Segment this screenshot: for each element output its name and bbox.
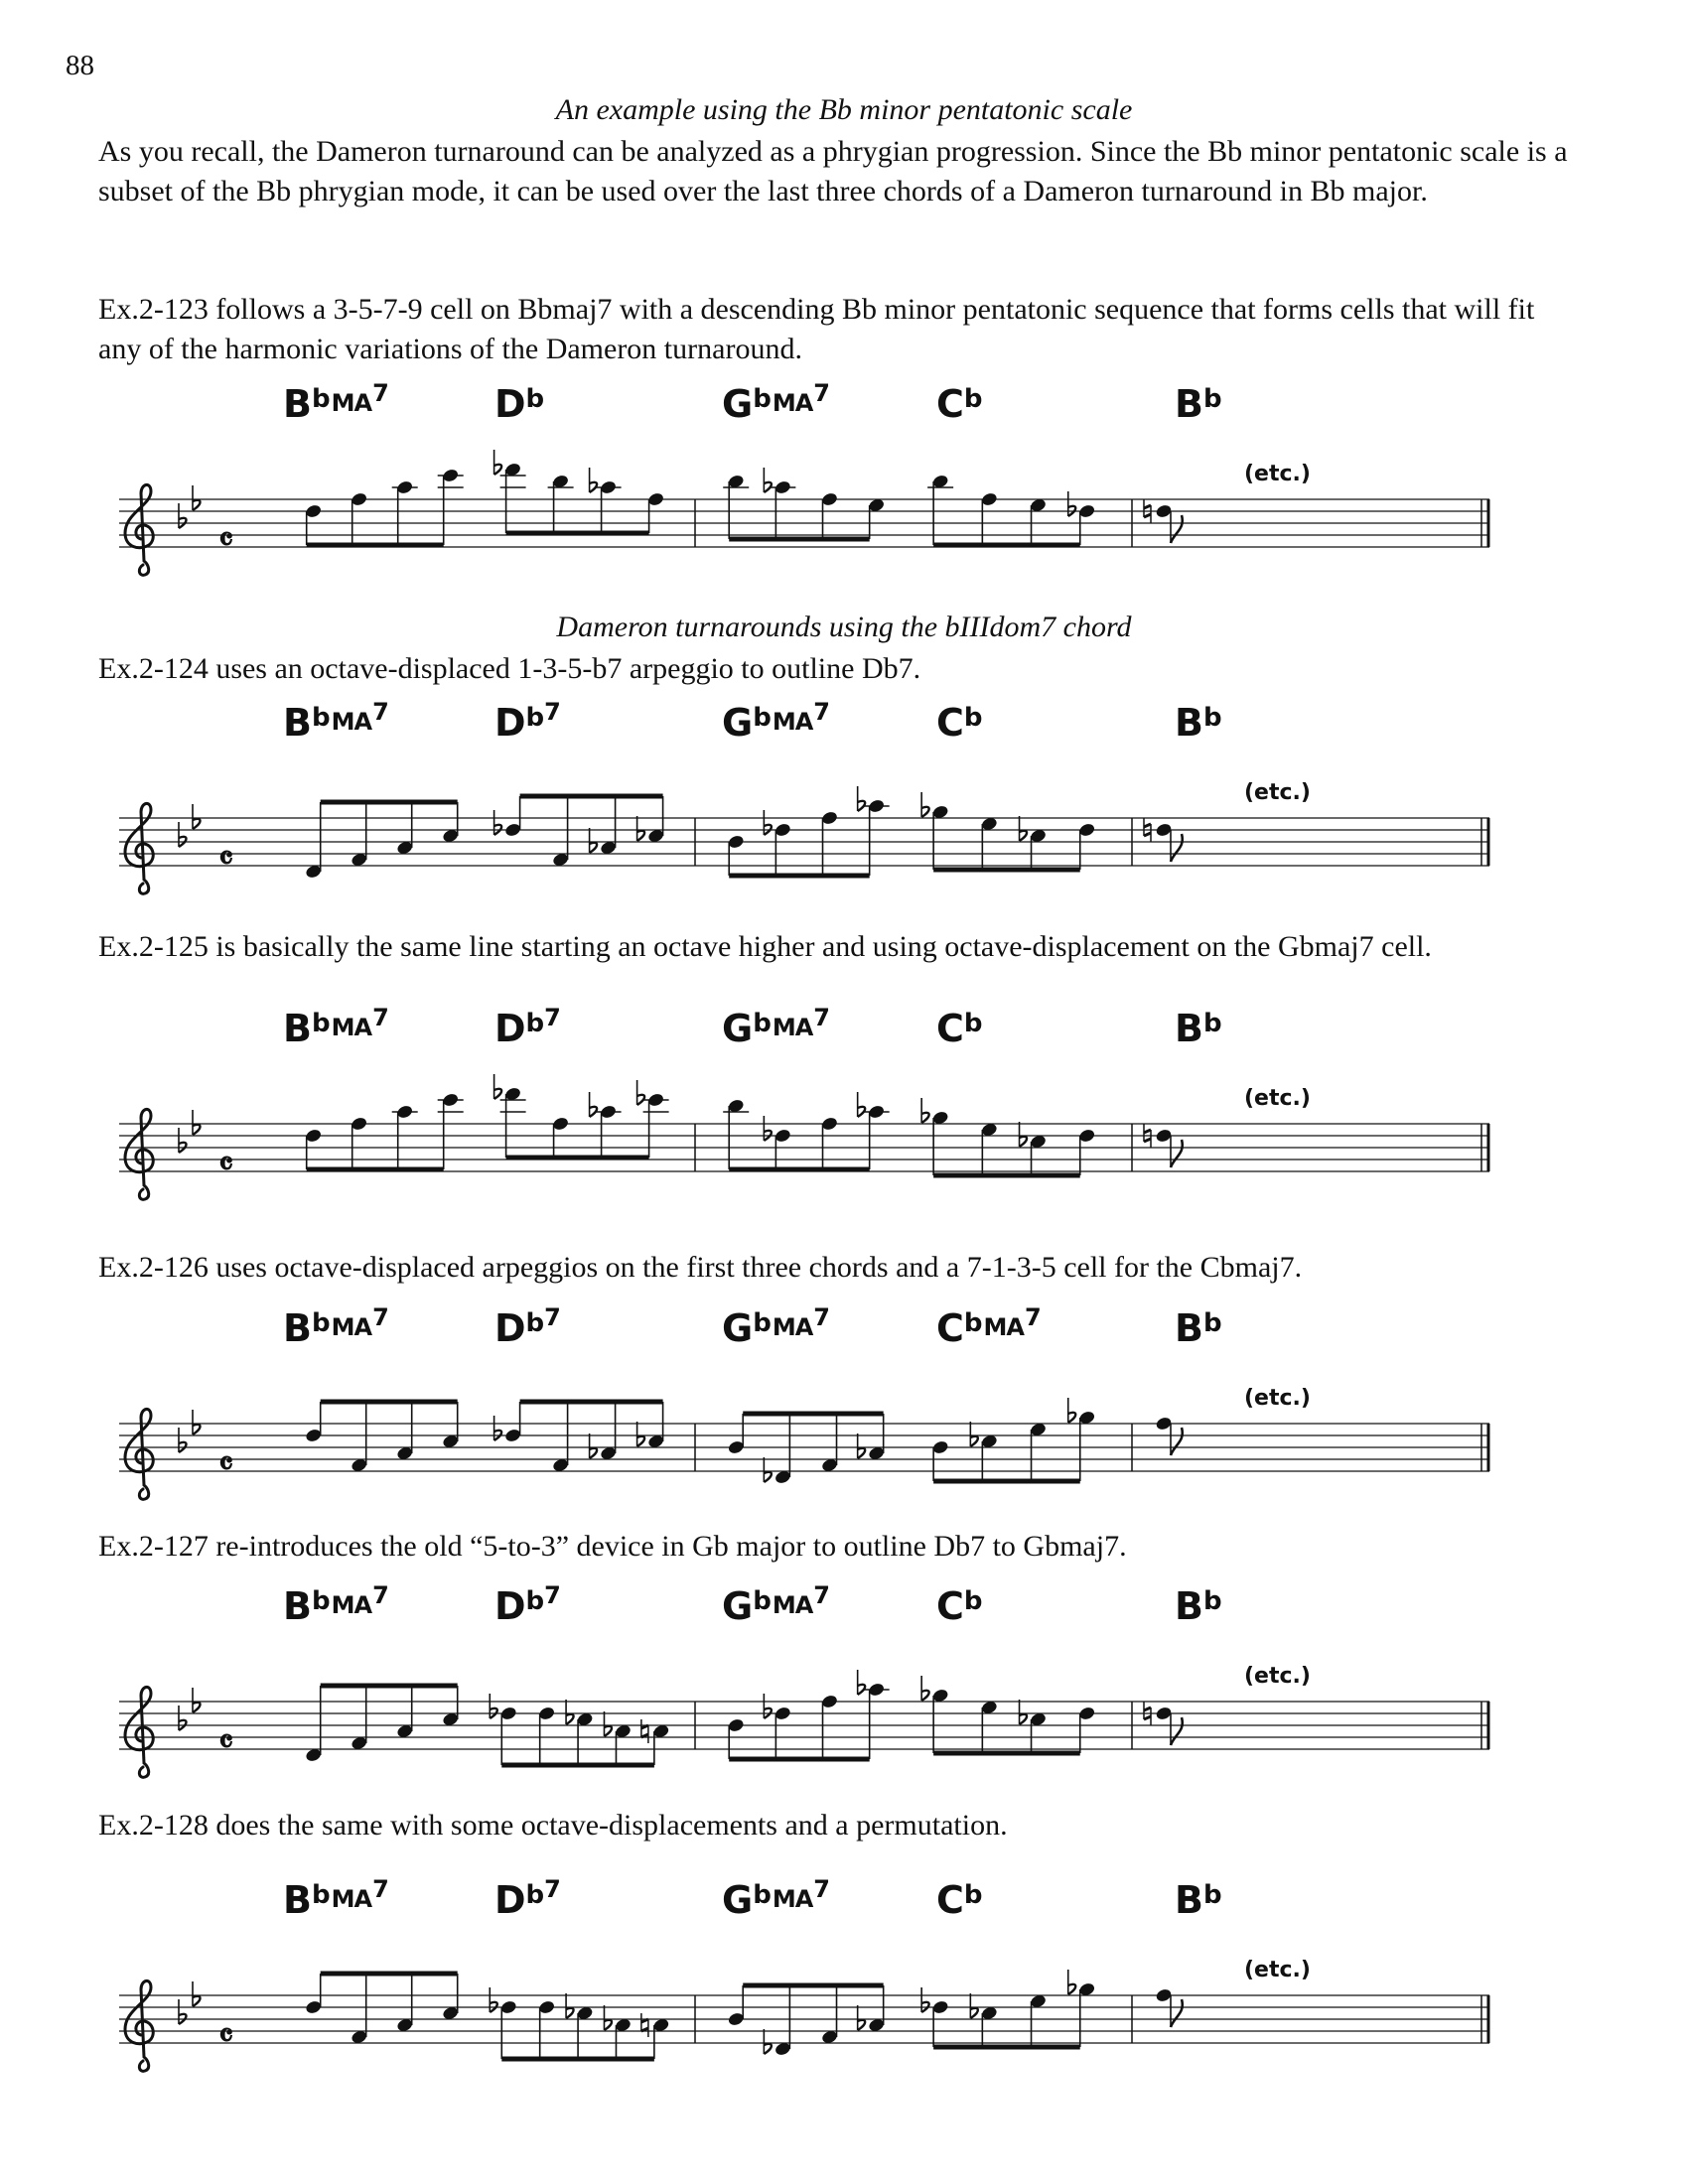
flat-accidental-icon (970, 1422, 978, 1446)
chord-symbol (494, 1875, 560, 1922)
music-staff (119, 499, 1489, 560)
chord-accidental: b (525, 1586, 544, 1616)
chord-symbol (1175, 1584, 1221, 1628)
chord-symbol (722, 1303, 829, 1350)
measure (727, 786, 1096, 876)
flat-accidental-icon (604, 1711, 612, 1736)
flat-accidental-icon (179, 503, 187, 528)
note (641, 2013, 670, 2037)
note (590, 468, 622, 495)
chord-root: D (494, 382, 525, 426)
measure (723, 468, 1096, 545)
chord-quality: MA (772, 1591, 813, 1619)
measure (305, 1074, 669, 1169)
chord-accidental: b (311, 1009, 330, 1038)
chord-extension: 7 (813, 1004, 829, 1031)
note (438, 1092, 464, 1112)
chord-symbol (1175, 701, 1221, 745)
flat-accidental-icon (490, 1987, 497, 2012)
flat-accidental-icon (490, 1694, 497, 1718)
flat-accidental-icon (193, 1110, 201, 1135)
chord-extension: 7 (813, 1875, 829, 1903)
chord-root: G (722, 1584, 753, 1628)
flat-accidental-icon (1020, 1700, 1028, 1724)
note (438, 468, 464, 487)
chord-root: D (494, 701, 525, 745)
chord-quality: MA (772, 708, 813, 736)
note (723, 1098, 749, 1114)
flat-accidental-icon (566, 1993, 574, 2018)
treble-clef-icon (125, 1409, 153, 1499)
flat-accidental-icon (637, 1080, 645, 1105)
chord-extension: 7 (372, 1875, 388, 1903)
natural-accidental-icon (641, 1719, 648, 1743)
chord-symbol (936, 1007, 982, 1050)
flat-accidental-icon (921, 1098, 929, 1123)
chord-accidental: b (1202, 384, 1221, 414)
key-signature (179, 1981, 201, 2024)
chord-extension: 7 (544, 1875, 560, 1903)
common-time-icon: 𝄴 (218, 520, 234, 560)
flat-accidental-icon (193, 1981, 201, 2006)
measure (1144, 818, 1183, 862)
flat-accidental-icon (637, 816, 645, 841)
flat-accidental-icon (179, 822, 187, 847)
note (641, 1719, 670, 1743)
flat-accidental-icon (764, 468, 772, 492)
chord-accidental: b (1202, 1308, 1221, 1338)
treble-clef-icon (125, 484, 153, 575)
chord-extension: 7 (813, 698, 829, 726)
chord-symbol (494, 1303, 560, 1350)
chord-quality: MA (331, 1014, 372, 1041)
page-number: 88 (66, 50, 94, 81)
etc-label: (etc.) (1244, 1086, 1311, 1111)
flat-accidental-icon (1020, 1122, 1028, 1147)
chord-quality: MA (331, 1313, 372, 1341)
chord-symbol (722, 1004, 829, 1050)
note (548, 474, 574, 489)
chord-extension: 7 (372, 1303, 388, 1331)
note (392, 1104, 418, 1120)
flat-accidental-icon (604, 2005, 612, 2030)
chord-symbol (283, 1004, 388, 1050)
note (764, 810, 791, 838)
chord-symbol (1175, 1306, 1221, 1350)
chord-root: B (1175, 1878, 1202, 1922)
chord-accidental: b (963, 1880, 982, 1910)
flat-accidental-icon (858, 2005, 866, 2030)
chord-extension: 7 (813, 379, 829, 407)
common-time-icon: 𝄴 (218, 839, 234, 879)
chord-root: G (722, 1306, 753, 1350)
note (494, 1074, 526, 1112)
chord-accidental: b (525, 384, 544, 414)
chord-symbol (722, 379, 829, 426)
chord-root: B (283, 1584, 311, 1628)
key-signature (179, 1410, 201, 1452)
note (637, 1080, 669, 1112)
note (392, 479, 418, 495)
chord-accidental: b (753, 1308, 771, 1338)
chord-root: G (722, 1878, 753, 1922)
flat-accidental-icon (764, 1457, 772, 1482)
key-signature (179, 1110, 201, 1153)
chord-accidental: b (525, 1009, 544, 1038)
note (921, 1987, 949, 2015)
measure (305, 450, 665, 545)
note (858, 1670, 890, 1698)
chord-accidental: b (1202, 703, 1221, 733)
treble-clef-icon (125, 803, 153, 893)
chord-extension: 7 (372, 379, 388, 407)
flat-accidental-icon (179, 1706, 187, 1730)
note (858, 786, 890, 814)
chord-root: C (936, 701, 963, 745)
treble-clef-icon (125, 1687, 153, 1777)
flat-accidental-icon (494, 810, 502, 835)
music-staff (119, 1124, 1489, 1184)
chord-root: B (1175, 382, 1202, 426)
chord-root: B (1175, 701, 1202, 745)
chord-root: B (1175, 1007, 1202, 1050)
flat-accidental-icon (494, 1416, 502, 1440)
chord-accidental: b (1202, 1880, 1221, 1910)
chord-symbol (1175, 382, 1221, 426)
measure (727, 1670, 1096, 1759)
chord-symbol (494, 698, 560, 745)
chord-accidental: b (753, 703, 771, 733)
chord-root: B (1175, 1306, 1202, 1350)
chord-accidental: b (311, 1880, 330, 1910)
note (1068, 491, 1096, 519)
measure (305, 796, 665, 880)
note (494, 1416, 522, 1443)
flat-accidental-icon (764, 1116, 772, 1141)
flat-accidental-icon (1068, 491, 1076, 516)
chord-symbol (283, 698, 388, 745)
note (1144, 499, 1183, 543)
chord-symbol (1175, 1007, 1221, 1050)
chord-accidental: b (1202, 1009, 1221, 1038)
treble-clef-icon (125, 1109, 153, 1199)
chord-quality: MA (772, 389, 813, 417)
common-time-icon: 𝄴 (218, 1722, 234, 1762)
chord-symbol (936, 382, 982, 426)
measure (727, 1398, 1096, 1485)
chord-root: G (722, 382, 753, 426)
chord-root: G (722, 701, 753, 745)
flat-accidental-icon (179, 1128, 187, 1153)
chord-root: C (936, 1584, 963, 1628)
chord-accidental: b (311, 384, 330, 414)
chord-symbol (722, 1581, 829, 1628)
flat-accidental-icon (1068, 1970, 1076, 1994)
chord-accidental: b (1202, 1586, 1221, 1616)
paragraph-ex-2-127: Ex.2-127 re-introduces the old “5-to-3” device in Gb major to outline Db7 to Gbmaj7. (98, 1530, 1127, 1563)
note (921, 792, 949, 820)
flat-accidental-icon (590, 1433, 598, 1458)
flat-accidental-icon (1020, 816, 1028, 841)
chord-extension: 7 (544, 1581, 560, 1609)
chord-symbol (936, 1878, 982, 1922)
flat-accidental-icon (566, 1700, 574, 1724)
note (764, 1116, 791, 1144)
note (921, 1676, 949, 1704)
note (494, 810, 522, 838)
measure (1144, 1124, 1183, 1167)
note (927, 474, 953, 489)
chord-accidental: b (311, 1586, 330, 1616)
note (1144, 1702, 1183, 1745)
flat-accidental-icon (858, 1670, 866, 1695)
chord-accidental: b (963, 1586, 982, 1616)
paragraph-ex-2-126: Ex.2-126 uses octave-displaced arpeggios on the first three chords and a 7-1-3-5 cell for the Cbmaj7. (98, 1251, 1303, 1284)
flat-accidental-icon (193, 1410, 201, 1434)
chord-extension: 7 (544, 1004, 560, 1031)
chord-extension: 7 (372, 1004, 388, 1031)
section-caption-pentatonic: An example using the Bb minor pentatonic scale (555, 93, 1133, 126)
chord-accidental: b (753, 1009, 771, 1038)
chord-root: B (283, 701, 311, 745)
chord-root: G (722, 1007, 753, 1050)
chord-quality: MA (331, 1591, 372, 1619)
chord-accidental: b (963, 703, 982, 733)
chord-root: D (494, 1306, 525, 1350)
measure (1144, 1702, 1183, 1745)
flat-accidental-icon (179, 1428, 187, 1452)
chord-extension: 7 (372, 698, 388, 726)
flat-accidental-icon (764, 810, 772, 835)
note (764, 1694, 791, 1721)
chord-quality: MA (772, 1313, 813, 1341)
chord-quality: MA (331, 1885, 372, 1913)
flat-accidental-icon (764, 2029, 772, 2054)
chord-symbol (936, 1584, 982, 1628)
chord-symbol (283, 379, 388, 426)
note (858, 1092, 890, 1120)
chord-symbol (722, 698, 829, 745)
chord-accidental: b (525, 1308, 544, 1338)
note (490, 1987, 517, 2015)
chord-accidental: b (753, 1880, 771, 1910)
note (590, 1092, 622, 1120)
chord-root: C (936, 1306, 963, 1350)
chord-accidental: b (525, 1880, 544, 1910)
chord-quality: MA (331, 708, 372, 736)
paragraph-ex-2-125: Ex.2-125 is basically the same line starting an octave higher and using octave-displacement on the Gbmaj7 cell. (98, 930, 1432, 963)
paragraph-ex-2-128: Ex.2-128 does the same with some octave-displacements and a permutation. (98, 1809, 1008, 1842)
measure (305, 1974, 670, 2059)
note (494, 450, 526, 487)
etc-label: (etc.) (1244, 780, 1311, 805)
flat-accidental-icon (193, 1688, 201, 1712)
chord-symbol (936, 701, 982, 745)
chord-root: B (1175, 1584, 1202, 1628)
flat-accidental-icon (494, 450, 502, 475)
chord-accidental: b (311, 1308, 330, 1338)
chord-root: B (283, 1306, 311, 1350)
section-caption-biiidom7: Dameron turnarounds using the bIIIdom7 chord (556, 611, 1132, 643)
flat-accidental-icon (970, 1993, 978, 2018)
chord-symbol (283, 1875, 388, 1922)
note (1068, 1398, 1096, 1426)
music-staff (119, 1424, 1489, 1484)
chord-extension: 7 (813, 1581, 829, 1609)
chord-root: D (494, 1584, 525, 1628)
chord-root: B (283, 1007, 311, 1050)
chord-symbol (494, 1581, 560, 1628)
common-time-icon: 𝄴 (218, 1145, 234, 1184)
etc-label: (etc.) (1244, 462, 1311, 486)
chord-accidental: b (963, 1009, 982, 1038)
flat-accidental-icon (637, 1422, 645, 1446)
chord-extension: 7 (544, 1303, 560, 1331)
chord-symbol (283, 1303, 388, 1350)
common-time-icon: 𝄴 (218, 2016, 234, 2056)
key-signature (179, 1688, 201, 1730)
chord-extension: 7 (1024, 1303, 1041, 1331)
paragraph-ex-2-124: Ex.2-124 uses an octave-displaced 1-3-5-b7 arpeggio to outline Db7. (98, 652, 921, 685)
chord-extension: 7 (813, 1303, 829, 1331)
chord-extension: 7 (372, 1581, 388, 1609)
note (764, 468, 795, 495)
flat-accidental-icon (590, 828, 598, 853)
note (723, 474, 749, 489)
flat-accidental-icon (494, 1074, 502, 1099)
chord-root: B (283, 382, 311, 426)
flat-accidental-icon (858, 786, 866, 811)
flat-accidental-icon (193, 485, 201, 510)
chord-quality: MA (983, 1313, 1024, 1341)
flat-accidental-icon (764, 1694, 772, 1718)
note (1144, 1124, 1183, 1167)
music-staff (119, 1702, 1489, 1762)
chord-quality: MA (772, 1885, 813, 1913)
paragraph-intro: As you recall, the Dameron turnaround can be analyzed as a phrygian progression. Since the Bb minor pentatonic scale is a subset of the Bb phrygian mode, it can be used over the last three chords of a Dameron turnaround in Bb major. (98, 135, 1568, 207)
treble-clef-icon (125, 1980, 153, 2071)
measure (727, 1970, 1096, 2057)
flat-accidental-icon (179, 1999, 187, 2024)
chord-symbol (283, 1581, 388, 1628)
etc-label: (etc.) (1244, 1664, 1311, 1689)
etc-label: (etc.) (1244, 1958, 1311, 1982)
chord-symbol (722, 1875, 829, 1922)
music-staff (119, 818, 1489, 879)
note (1068, 1970, 1096, 1997)
flat-accidental-icon (921, 1676, 929, 1701)
paragraph-ex-2-123: Ex.2-123 follows a 3-5-7-9 cell on Bbmaj7 with a descending Bb minor pentatonic sequence that forms cells that will fit any of the harmonic variations of the Dameron turnaround. (98, 293, 1535, 365)
key-signature (179, 804, 201, 847)
chord-symbol (494, 382, 543, 426)
flat-accidental-icon (590, 1092, 598, 1117)
note (921, 1098, 949, 1126)
flat-accidental-icon (921, 1987, 929, 2012)
chord-quality: MA (331, 389, 372, 417)
chord-accidental: b (753, 384, 771, 414)
chord-root: C (936, 382, 963, 426)
natural-accidental-icon (641, 2013, 648, 2037)
chord-accidental: b (963, 384, 982, 414)
measure (723, 1092, 1096, 1175)
key-signature (179, 485, 201, 528)
note (1144, 818, 1183, 862)
flat-accidental-icon (921, 792, 929, 817)
measure (305, 1402, 665, 1473)
flat-accidental-icon (590, 468, 598, 492)
flat-accidental-icon (1068, 1398, 1076, 1423)
flat-accidental-icon (858, 1092, 866, 1117)
chord-accidental: b (525, 703, 544, 733)
chord-extension: 7 (544, 698, 560, 726)
chord-accidental: b (311, 703, 330, 733)
measure (1144, 499, 1183, 543)
note (490, 1694, 517, 1721)
chord-symbol (494, 1004, 560, 1050)
chord-quality: MA (772, 1014, 813, 1041)
chord-root: C (936, 1007, 963, 1050)
chord-root: B (283, 1878, 311, 1922)
chord-accidental: b (963, 1308, 982, 1338)
etc-label: (etc.) (1244, 1386, 1311, 1411)
chord-accidental: b (753, 1586, 771, 1616)
chord-root: D (494, 1878, 525, 1922)
chord-symbol (1175, 1878, 1221, 1922)
chord-root: C (936, 1878, 963, 1922)
flat-accidental-icon (858, 1433, 866, 1458)
chord-root: D (494, 1007, 525, 1050)
music-staff (119, 1995, 1489, 2056)
chord-symbol (936, 1303, 1041, 1350)
flat-accidental-icon (193, 804, 201, 829)
common-time-icon: 𝄴 (218, 1444, 234, 1484)
